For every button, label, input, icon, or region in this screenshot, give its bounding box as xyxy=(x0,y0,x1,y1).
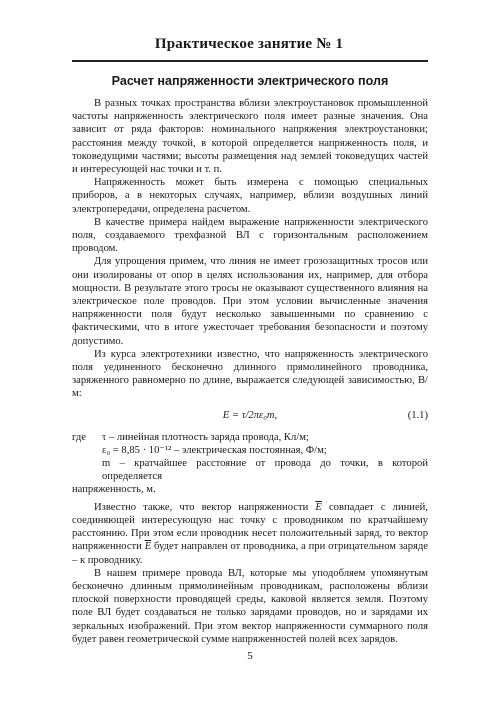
paragraph-2: Напряженность может быть измерена с помощью специальных приборов, а в некоторых случаях, например, вблизи воздушных линий электропередачи, определена расчетом. xyxy=(72,177,428,215)
paragraph-6 xyxy=(72,501,428,567)
page-title: Расчет напряженности электрического поля xyxy=(111,74,389,88)
definition-m: m – кратчайшее расстояние от провода до точки, в которой определяется xyxy=(102,458,428,483)
definition-tau xyxy=(72,431,428,444)
body-text xyxy=(72,97,428,646)
paragraph-7: В нашем примере провода ВЛ, которые мы уподобляем упомянутым бесконечно длинным прямолинейным проводникам, расположены вблизи плоской поверхности проводящей среды, каковой является земля. Поэтому поле ВЛ будет создаваться не только зарядами проводов, но и зарядами их зеркальных изображений. При этом вектор напряженности суммарного поля будет равен геометрической сумме напряженностей полей всех зарядов. xyxy=(72,567,428,645)
vector-e-1: $\overline{E}$ xyxy=(315,501,322,513)
definition-m-cont: напряженность, м. xyxy=(72,484,156,496)
paragraph-4: Для упрощения примем, что линия не имеет грозозащитных тросов или они изолированы от опор в целях использования их, например, для отбора мощности. В результате этого тросы не оказывают существенного влияния на электрическое поле проводов. При этом условии вычисленные значения напряженности поля будут несколько завышенными по сравнению с фактическими, что в итоге ужесточает требования безопасности и поэтому допустимо. xyxy=(72,256,428,347)
header-rule xyxy=(72,60,428,62)
definition-tau-text: τ – линейная плотность заряда провода, Кл/м; xyxy=(102,431,309,443)
definitions xyxy=(72,431,428,497)
where-label: где xyxy=(72,431,86,443)
formula-1-1 xyxy=(72,409,428,423)
section-header: Практическое занятие № 1 xyxy=(154,36,344,52)
p6-part-2: совпадает с линией, соединяющей интересующую нас точку с проводником по кратчайшему расстоянию. При этом если проводник несет положительный заряд, то вектор напряженности xyxy=(72,501,428,553)
paragraph-3: В качестве примера найдем выражение напряженности электрического поля, создаваемого трехфазной ВЛ с горизонтальным расположением проводом. xyxy=(72,216,428,255)
vector-e-2: $\overline{E}$ xyxy=(144,541,152,553)
p6-part-1: Известно также, что вектор напряженности xyxy=(94,501,316,513)
paragraph-1: В разных точках пространства вблизи электроустановок промышленной частоты напряженность электрического поля имеет разные значения. Она зависит от ряда факторов: номинального напряжения электроустановки; расстояния между точкой, в которой определяется напряженность поля, и токоведущими частями; высоты размещения над землей токоведущих частей и интересующей нас точки и т. п. xyxy=(72,98,428,176)
p6-part-3: будет направлен от проводника, а при отрицательном заряде – к проводнику. xyxy=(72,541,428,566)
page-number: 5 xyxy=(247,650,253,662)
formula-expression: E = τ/2πε₀m, xyxy=(222,409,278,421)
formula-number: (1.1) xyxy=(407,409,428,421)
paragraph-5: Из курса электротехники известно, что напряженность электрического поля уединенного бесконечно длинного прямолинейного проводника, заряженного равномерно по длине, выражается следующей зависимостью, В/м: xyxy=(72,348,428,400)
definition-eps: ε₀ = 8,85 · 10⁻¹² – электрическая постоянная, Ф/м; xyxy=(102,444,327,456)
